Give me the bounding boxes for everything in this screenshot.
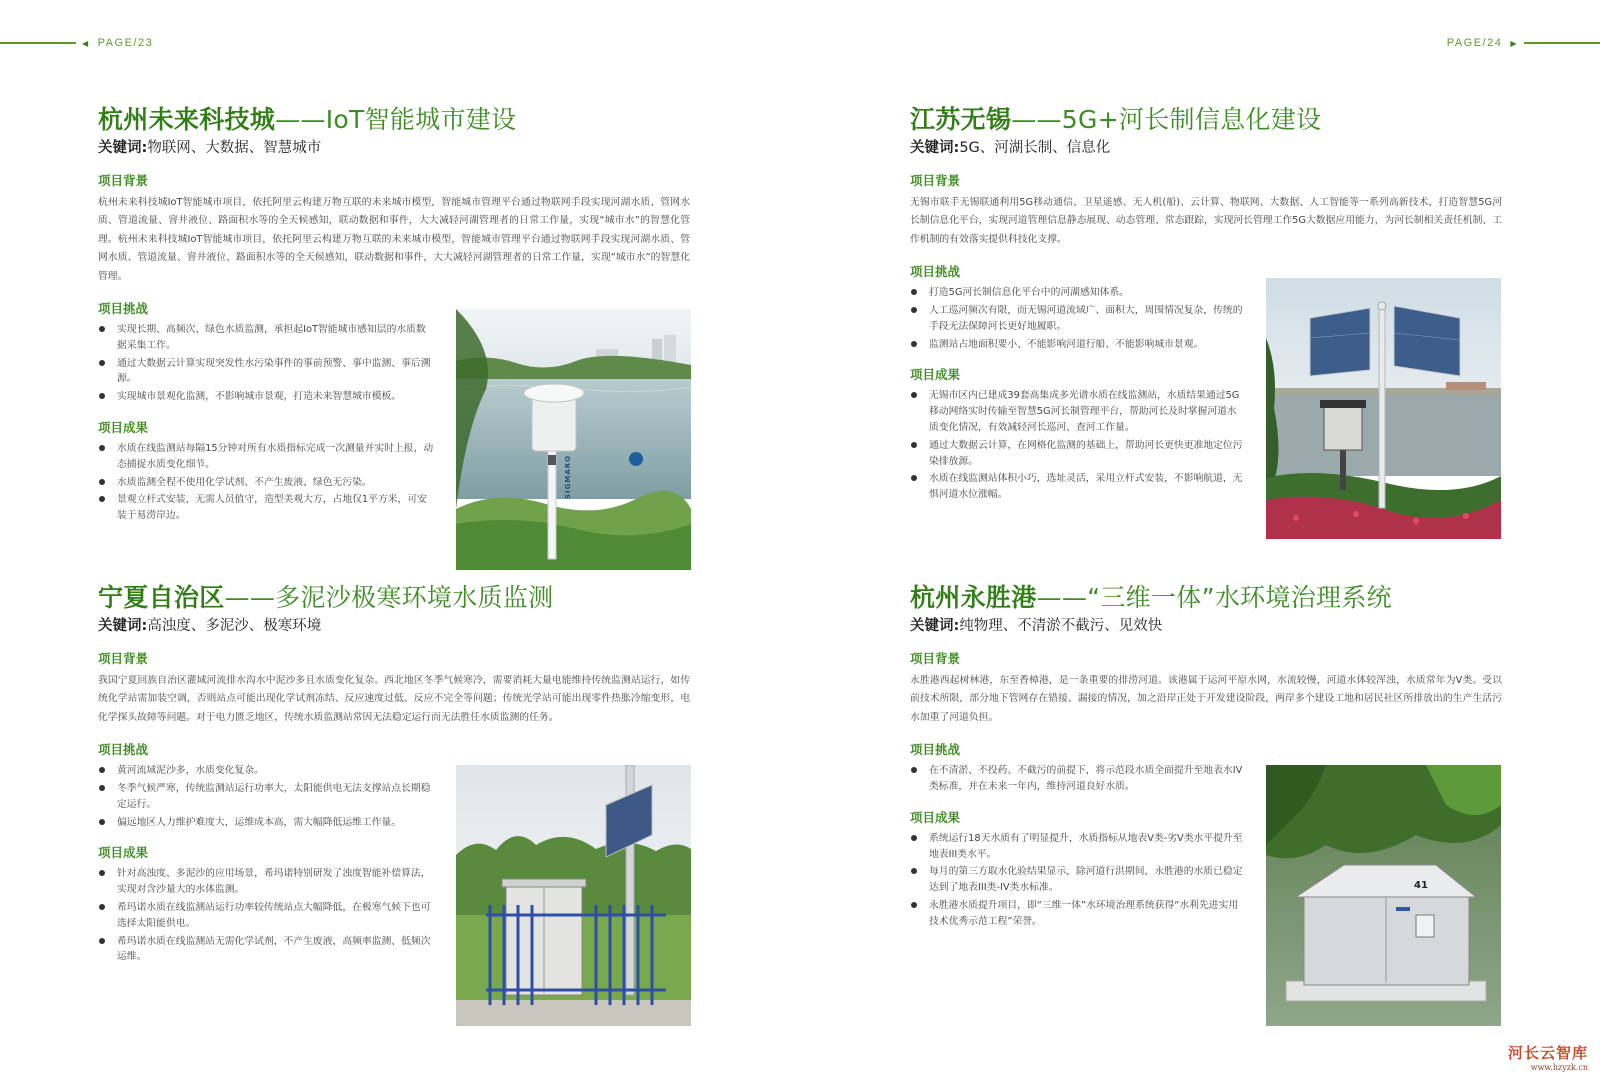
bullet-icon: [99, 360, 105, 366]
case-title: [98, 582, 690, 614]
photo-fenced-cabinet-station: [456, 765, 691, 1026]
photo-lakeside-monitoring-station: [456, 309, 691, 570]
background-heading: 项目背景: [98, 173, 149, 188]
list-item: [910, 763, 1246, 795]
list-item: [98, 389, 434, 405]
fenced-station-illustration: [456, 765, 691, 1026]
result-heading: 项目成果: [98, 420, 149, 436]
list-item: [98, 356, 434, 388]
bullet-icon: [99, 904, 105, 910]
case-keywords: [910, 138, 1502, 158]
bullet-icon: [99, 767, 105, 773]
list-item: [98, 934, 434, 966]
case-location: 宁夏自治区: [98, 583, 225, 612]
page-header-left: [0, 36, 153, 50]
list-item-text: 在不清淤、不投药、不截污的前提下，将示范段水质全面提升至地表水IV类标准，并在未来一年内，维持河道良好水质。: [929, 765, 1243, 793]
page-number-right: PAGE/24: [1446, 37, 1503, 49]
list-item: [910, 831, 1246, 863]
solar-station-illustration: [1266, 278, 1501, 539]
background-text: 杭州未来科技城IoT智能城市项目，依托阿里云构建万物互联的未来城市模型，智能城市管理平台通过物联网手段实现河湖水质、管网水质、管道流量、窨井液位、路面积水等的全天候感知，联动数据和事件，大大减轻河湖管理者的日常工作量，实现“城市水”的智慧化管理。杭州未来科技城IoT智能城市项目，依托阿里云构建万物互联的未来城市模型，智能城市管理平台通过物联网手段实现河湖水质、管网水质、管道流量、窨井液位、路面积水等的全天候感知，联动数据和事件，大大减轻河湖管理者的日常工作量，实现“城市水”的智慧化管理。: [98, 197, 690, 282]
list-item: [910, 285, 1246, 301]
keywords-value: 5G、河湖长制、信息化: [959, 140, 1111, 156]
header-rule-left: [0, 42, 76, 44]
list-item-text: 无锡市区内已建成39套高集成多光谱水质在线监测站，水质结果通过5G移动网络实时传输至智慧5G河长制管理平台，帮助河长及时掌握河道水质变化情况，有效减轻河长巡河、查河工作量。: [929, 390, 1240, 433]
bullet-icon: [911, 902, 917, 908]
challenge-list: [910, 285, 1246, 352]
list-item: [910, 388, 1246, 435]
page-number-left: PAGE/23: [97, 37, 154, 49]
case-location: 江苏无锡: [910, 105, 1012, 134]
background-text: 我国宁夏回族自治区灌域河流排水沟水中泥沙多且水质变化复杂。西北地区冬季气候寒冷，需要消耗大量电能维持传统监测站运行，如传统化学站需加装空调，否则站点可能出现化学试剂冻结、反应速度过低、反应不完全等问题；传统光学站可能出现零件热胀冷缩变形，电化学探头故障等问题。对于电力匮乏地区，传统水质监测站常因无法稳定运行而无法胜任水质监测的任务。: [98, 675, 690, 723]
background-text: 无锡市联手无锡联通利用5G移动通信、卫星遥感、无人机(船)、云计算、物联网、大数据、人工智能等一系列高新技术，打造智慧5G河长制信息化平台，实现河道管理信息静态展现、动态管理、常态跟踪，实现河长管理工作5G大数据应用能力，为河长制相关责任机制、工作机制的有效落实提供科技化支撑。: [910, 197, 1502, 245]
list-item: [98, 441, 434, 473]
case-keywords: [910, 616, 1502, 636]
list-item: [98, 492, 434, 524]
result-heading: 项目成果: [910, 809, 961, 825]
background-text: 永胜港西起树林港，东至香樟港，是一条重要的排涝河道。该港属于运河平原水网，水流较慢，河道水体较浑浊，水质常年为Ⅴ类。受以前技术所限，部分地下管网存在错接、漏接的情况，加之沿岸正处于开发建设阶段，两岸多个建设工地和居民社区所排放出的生产生活污水加重了河道负担。: [910, 675, 1502, 723]
keywords-label: 关键词:: [910, 140, 960, 156]
case-location: 杭州永胜港: [910, 583, 1037, 612]
keywords-label: 关键词:: [98, 618, 148, 634]
list-item-text: 监测站占地面积要小、不能影响河道行船、不能影响城市景观。: [929, 338, 1204, 350]
bullet-icon: [911, 475, 917, 481]
bullet-icon: [99, 496, 105, 502]
list-item: [98, 900, 434, 932]
challenge-list: [98, 322, 434, 405]
result-heading: 项目成果: [910, 367, 961, 383]
result-list: [910, 388, 1246, 503]
challenge-heading: 项目挑战: [910, 742, 961, 758]
list-item: [910, 864, 1246, 896]
list-item-text: 通过大数据云计算实现突发性水污染事件的事前预警、事中监测、事后溯源。: [117, 357, 431, 385]
bullet-icon: [911, 868, 917, 874]
result-list: [98, 866, 434, 965]
list-item: [98, 781, 434, 813]
triangle-right-icon: ▶: [1510, 38, 1518, 48]
list-item-text: 实现长期、高频次、绿色水质监测，承担起IoT智能城市感知层的水质数据采集工作。: [117, 324, 426, 351]
case-subtitle: ——IoT智能城市建设: [275, 105, 517, 134]
background-heading: 项目背景: [910, 651, 961, 666]
challenge-list: [910, 763, 1246, 795]
photo-floating-treatment-station: [1266, 765, 1501, 1026]
bullet-icon: [99, 445, 105, 451]
case-keywords: [98, 138, 690, 158]
list-item: [910, 471, 1246, 503]
case-subtitle: ——“三维一体”水环境治理系统: [1036, 583, 1392, 612]
keywords-value: 纯物理、不清淤不截污、见效快: [959, 618, 1163, 634]
keywords-value: 高浊度、多泥沙、极寒环境: [147, 618, 322, 634]
list-item: [910, 337, 1246, 353]
case-keywords: [98, 616, 690, 636]
bullet-icon: [911, 392, 917, 398]
challenge-heading: 项目挑战: [98, 742, 149, 758]
device-brand-label: SIGMARO: [564, 454, 572, 499]
watermark-logo-text: 河长云智库: [1507, 1044, 1588, 1062]
bullet-icon: [99, 819, 105, 825]
bullet-icon: [911, 341, 917, 347]
floating-station-illustration: [1266, 765, 1501, 1026]
list-item-text: 偏远地区人力维护难度大，运维成本高，需大幅降低运维工作量。: [117, 816, 402, 828]
list-item-text: 冬季气候严寒，传统监测站运行功率大，太阳能供电无法支撑站点长期稳定运行。: [117, 783, 431, 810]
list-item-text: 希玛诺水质在线监测站无需化学试剂，不产生废液，高频率监测、低频次运维。: [117, 935, 431, 963]
case-title: [98, 104, 690, 136]
bullet-icon: [99, 326, 105, 332]
bullet-icon: [99, 870, 105, 876]
keywords-label: 关键词:: [98, 140, 148, 156]
list-item: [98, 866, 434, 898]
case-title: [910, 104, 1502, 136]
list-item: [910, 438, 1246, 470]
page-header-right: [1447, 36, 1600, 50]
bullet-icon: [911, 767, 917, 773]
header-rule-right: [1524, 42, 1600, 44]
bullet-icon: [99, 785, 105, 791]
bullet-icon: [99, 479, 105, 485]
list-item-text: 针对高浊度、多泥沙的应用场景，希玛诺特别研发了浊度智能补偿算法，实现对含沙量大的水体监测。: [117, 868, 431, 896]
list-item-text: 希玛诺水质在线监测站运行功率较传统站点大幅降低，在极寒气候下也可选择太阳能供电。: [117, 902, 431, 929]
list-item-text: 打造5G河长制信息化平台中的河湖感知体系。: [929, 287, 1129, 299]
bullet-icon: [911, 307, 917, 313]
list-item-text: 水质在线监测站体积小巧，选址灵活，采用立杆式安装，不影响航道，无惧河道水位涨幅。: [929, 473, 1243, 501]
list-item-text: 系统运行18天水质有了明显提升，水质指标从地表V类-劣V类水平提升至地表III类水平。: [929, 832, 1243, 860]
list-item-text: 永胜港水质提升项目，即“三维一体”水环境治理系统获得“水利先进实用技术优秀示范工程”荣誉。: [929, 900, 1239, 927]
list-item-text: 景观立杆式安装，无需人员值守，造型美观大方，占地仅1平方米，可安装于易涝岸边。: [117, 494, 427, 522]
challenge-heading: 项目挑战: [98, 301, 149, 317]
list-item-text: 实现城市景观化监测，不影响城市景观，打造未来智慧城市模板。: [117, 391, 402, 403]
keywords-label: 关键词:: [910, 618, 960, 634]
list-item-text: 水质监测全程不使用化学试剂、不产生废液、绿色无污染。: [117, 476, 372, 488]
challenge-list: [98, 763, 434, 830]
bullet-icon: [911, 289, 917, 295]
bullet-icon: [911, 442, 917, 448]
bullet-icon: [99, 393, 105, 399]
list-item-text: 通过大数据云计算，在网格化监测的基础上，帮助河长更快更准地定位污染排放源。: [929, 439, 1243, 467]
station-number: 41: [1414, 880, 1428, 891]
site-watermark: [1508, 1042, 1588, 1072]
lake-station-illustration: [456, 309, 691, 570]
bullet-icon: [911, 835, 917, 841]
case-title: [910, 582, 1502, 614]
background-heading: 项目背景: [910, 173, 961, 188]
case-subtitle: ——5G+河长制信息化建设: [1011, 105, 1322, 134]
list-item: [910, 303, 1246, 335]
result-heading: 项目成果: [98, 845, 149, 861]
keywords-value: 物联网、大数据、智慧城市: [147, 140, 322, 156]
bullet-icon: [99, 938, 105, 944]
photo-solar-pole-station: [1266, 278, 1501, 539]
list-item: [910, 898, 1246, 930]
case-location: 杭州未来科技城: [98, 105, 276, 134]
case-subtitle: ——多泥沙极寒环境水质监测: [224, 583, 554, 612]
watermark-url: www.hzyzk.cn: [1530, 1063, 1588, 1072]
list-item: [98, 815, 434, 831]
background-heading: 项目背景: [98, 651, 149, 666]
list-item-text: 黄河流域泥沙多，水质变化复杂。: [117, 765, 264, 777]
list-item: [98, 475, 434, 491]
result-list: [910, 831, 1246, 930]
triangle-left-icon: ◀: [82, 38, 90, 48]
challenge-heading: 项目挑战: [910, 264, 961, 280]
result-list: [98, 441, 434, 524]
list-item-text: 人工巡河频次有限，而无锡河道流域广、面积大，周围情况复杂，传统的手段无法保障河长更好地履职。: [929, 305, 1243, 332]
list-item-text: 水质在线监测站每隔15分钟对所有水质指标完成一次测量并实时上报，动态捕捉水质变化细节。: [117, 443, 434, 470]
list-item: [98, 322, 434, 354]
list-item: [98, 763, 434, 779]
list-item-text: 每月的第三方取水化验结果显示，除河道行洪期间，永胜港的水质已稳定达到了地表III类-IV类水标准。: [929, 866, 1243, 894]
